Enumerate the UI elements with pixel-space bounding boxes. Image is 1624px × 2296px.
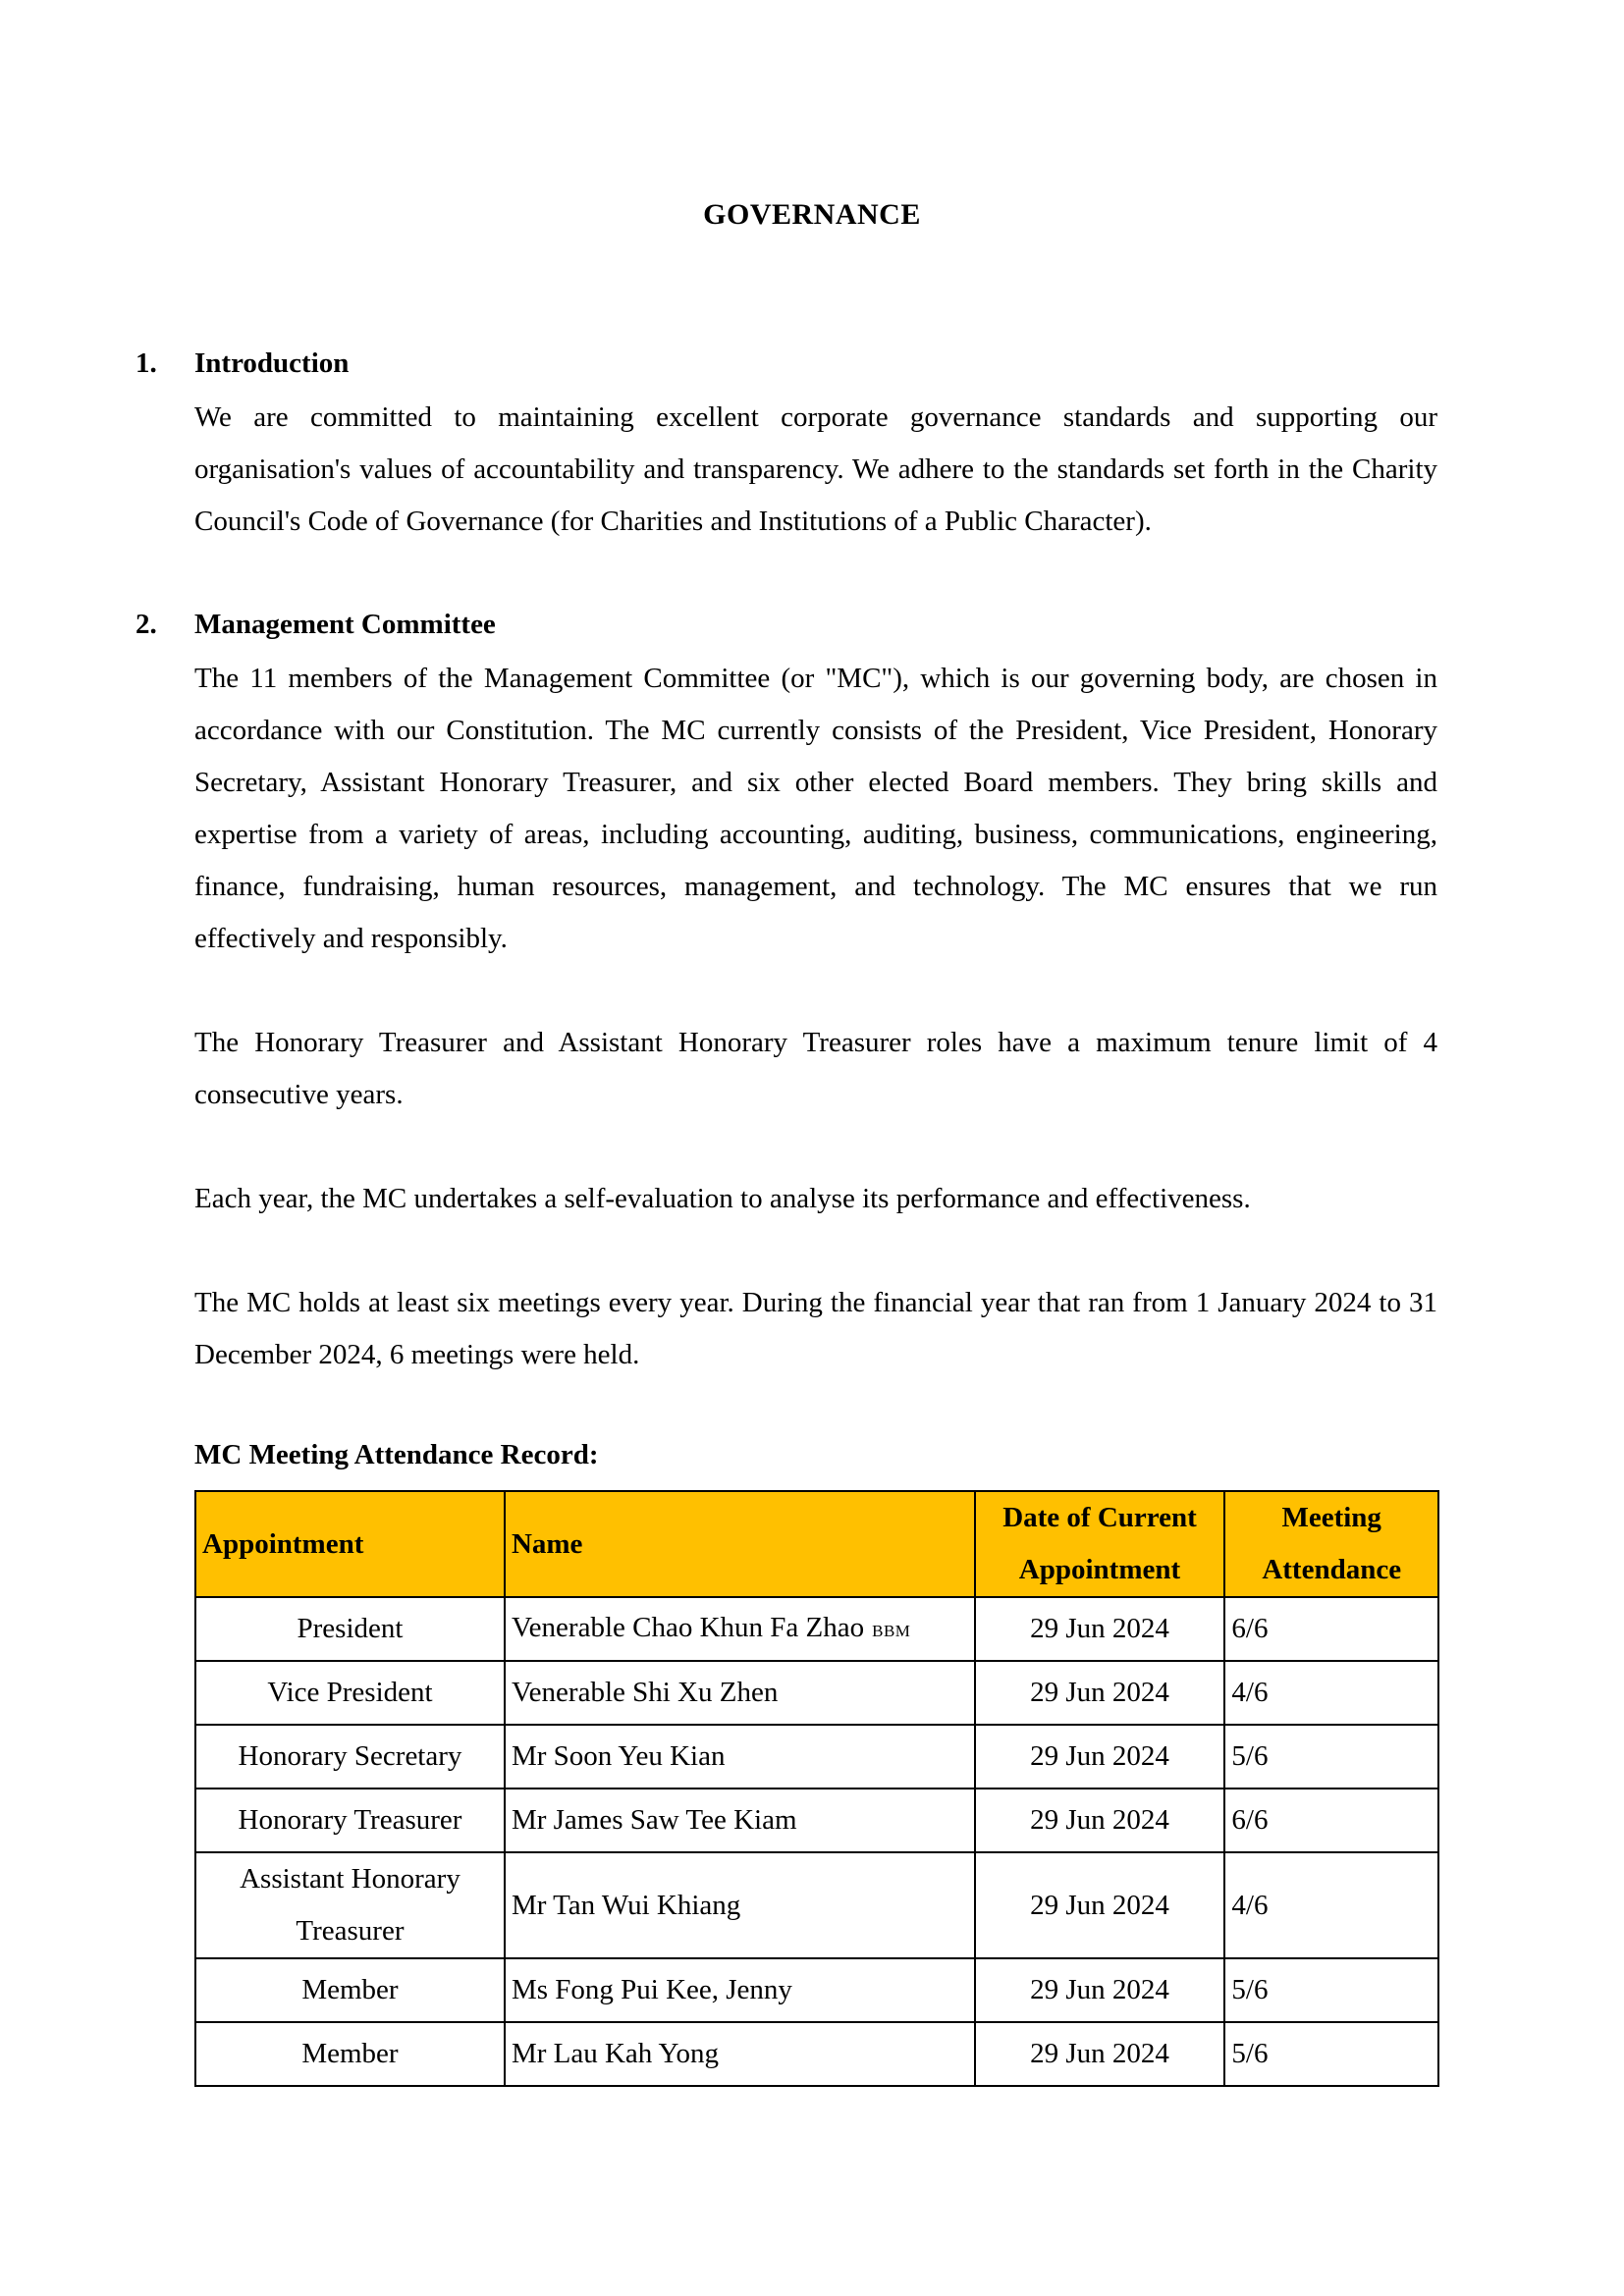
cell-name: Ms Fong Pui Kee, Jenny <box>505 1958 975 2022</box>
cell-attendance: 4/6 <box>1224 1661 1438 1725</box>
section-2-heading: Management Committee <box>194 609 496 640</box>
cell-date: 29 Jun 2024 <box>975 1958 1225 2022</box>
cell-date: 29 Jun 2024 <box>975 1789 1225 1852</box>
cell-attendance: 5/6 <box>1224 2022 1438 2086</box>
section-2-number: 2. <box>135 609 157 640</box>
cell-date: 29 Jun 2024 <box>975 2022 1225 2086</box>
page-title: GOVERNANCE <box>703 198 921 231</box>
attendance-table-caption: MC Meeting Attendance Record: <box>194 1439 599 1470</box>
header-attendance-line-1: Meeting <box>1281 1502 1381 1533</box>
cell-appointment: Member <box>195 2022 505 2086</box>
section-1-number: 1. <box>135 347 157 379</box>
header-date-of-current-appointment <box>975 1491 1225 1597</box>
cell-appointment: Honorary Secretary <box>195 1725 505 1789</box>
table-header-row <box>195 1491 1438 1597</box>
section-1-heading: Introduction <box>194 347 350 379</box>
cell-name: Mr James Saw Tee Kiam <box>505 1789 975 1852</box>
cell-name: Mr Soon Yeu Kian <box>505 1725 975 1789</box>
cell-name: Mr Tan Wui Khiang <box>505 1852 975 1958</box>
appointment-line-1: Assistant Honorary <box>240 1863 460 1895</box>
table-row <box>195 1958 1438 2022</box>
cell-appointment: Honorary Treasurer <box>195 1789 505 1852</box>
appointment-line-2: Treasurer <box>296 1915 405 1947</box>
cell-date: 29 Jun 2024 <box>975 1661 1225 1725</box>
cell-appointment: President <box>195 1597 505 1661</box>
section-2-paragraph-3: Each year, the MC undertakes a self-evaluation to analyse its performance and effectiveness. <box>194 1183 1251 1214</box>
table-row <box>195 1852 1438 1958</box>
section-2-paragraph-4: The MC holds at least six meetings every year. During the financial year that ran from 1 January 2024 to 31 December 2024, 6 meetings were held. <box>194 1287 1437 1370</box>
header-meeting-attendance <box>1224 1491 1438 1597</box>
attendance-table <box>194 1490 1439 2087</box>
member-name: Venerable Chao Khun Fa Zhao <box>511 1611 865 1643</box>
cell-appointment: Vice President <box>195 1661 505 1725</box>
section-2-paragraph-1: The 11 members of the Management Committee (or "MC"), which is our governing body, are chosen in accordance with our Constitution. The MC currently consists of the President, Vice President, Honorary Secretary, Assistant Honorary Treasurer, and six other elected Board members. They bring skills and expertise from a variety of areas, including accounting, auditing, business, communications, engineering, finance, fundraising, human resources, management, and technology. The MC ensures that we run effectively and responsibly. <box>194 663 1437 954</box>
table-row <box>195 1725 1438 1789</box>
table-row <box>195 1789 1438 1852</box>
cell-appointment: Member <box>195 1958 505 2022</box>
cell-name: Mr Lau Kah Yong <box>505 2022 975 2086</box>
header-date-line-1: Date of Current <box>1002 1502 1197 1533</box>
table-row <box>195 2022 1438 2086</box>
cell-attendance: 6/6 <box>1224 1789 1438 1852</box>
cell-appointment <box>195 1852 505 1958</box>
cell-attendance: 6/6 <box>1224 1597 1438 1661</box>
table-row <box>195 1661 1438 1725</box>
header-date-line-2: Appointment <box>1018 1554 1181 1585</box>
header-attendance-line-2: Attendance <box>1262 1554 1402 1585</box>
table-row <box>195 1597 1438 1661</box>
cell-date: 29 Jun 2024 <box>975 1852 1225 1958</box>
cell-date: 29 Jun 2024 <box>975 1725 1225 1789</box>
section-1-paragraph-1: We are committed to maintaining excellent corporate governance standards and supporting our organisation's values of accountability and transparency. We adhere to the standards set forth in the Charity Council's Code of Governance (for Charities and Institutions of a Public Character). <box>194 401 1437 537</box>
postnominal-label: BBM <box>872 1621 911 1640</box>
cell-name: Venerable Shi Xu Zhen <box>505 1661 975 1725</box>
cell-attendance: 5/6 <box>1224 1725 1438 1789</box>
section-2-paragraph-2: The Honorary Treasurer and Assistant Honorary Treasurer roles have a maximum tenure limit of 4 consecutive years. <box>194 1027 1437 1110</box>
cell-attendance: 5/6 <box>1224 1958 1438 2022</box>
cell-attendance: 4/6 <box>1224 1852 1438 1958</box>
cell-date: 29 Jun 2024 <box>975 1597 1225 1661</box>
header-name: Name <box>505 1491 975 1597</box>
header-appointment: Appointment <box>195 1491 505 1597</box>
cell-name <box>505 1597 975 1661</box>
